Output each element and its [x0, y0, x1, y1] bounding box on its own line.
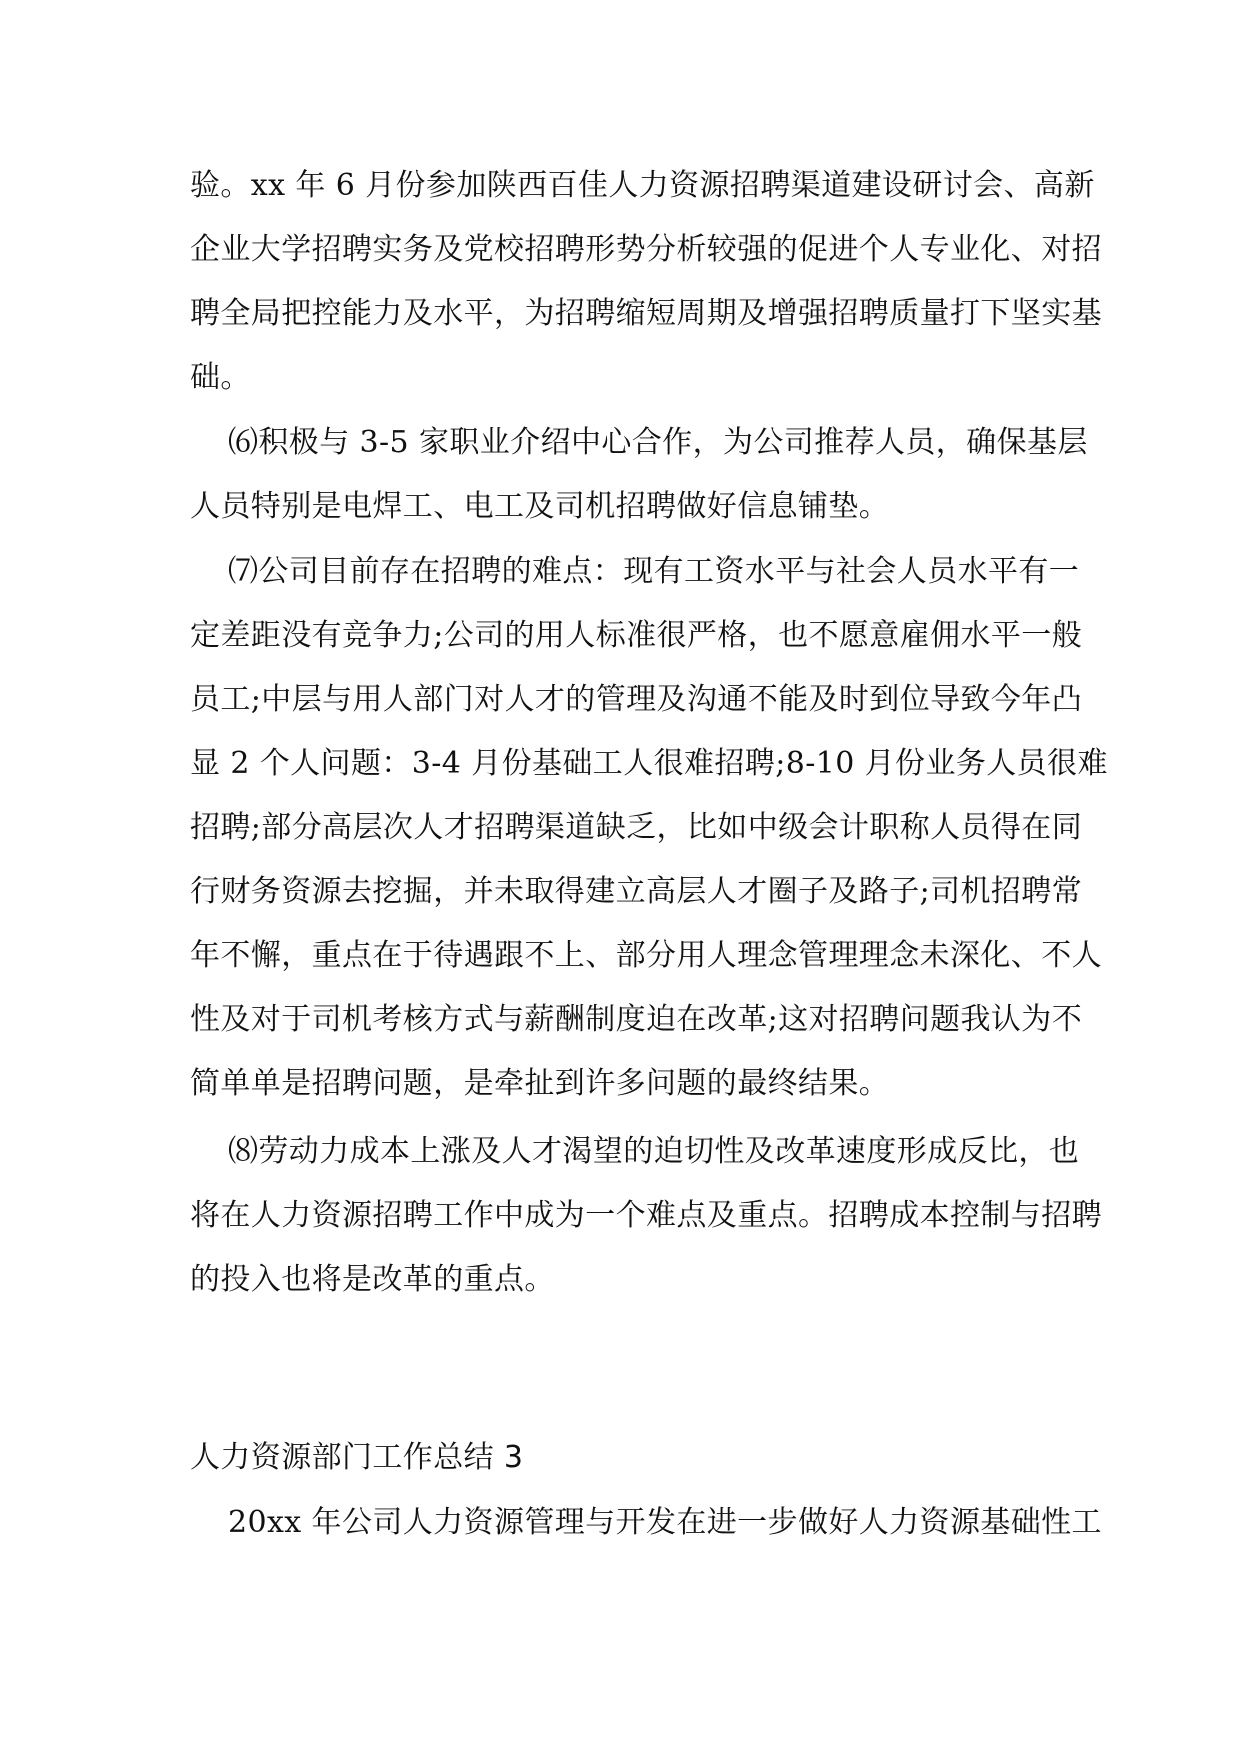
text-line: 聘全局把控能力及水平，为招聘缩短周期及增强招聘质量打下坚实基 — [190, 296, 1102, 331]
text-line: 定差距没有竞争力;公司的用人标准很严格，也不愿意雇佣水平一般 — [190, 618, 1083, 653]
text-line: 行财务资源去挖掘，并未取得建立高层人才圈子及路子;司机招聘常 — [190, 874, 1083, 909]
heading-text: 人力资源部门工作总结 3 — [190, 1440, 524, 1475]
text-line: ⑺公司目前存在招聘的难点：现有工资水平与社会人员水平有一 — [228, 554, 1080, 589]
text-line: 性及对于司机考核方式与薪酬制度迫在改革;这对招聘问题我认为不 — [190, 1002, 1083, 1037]
text-line: ⑻劳动力成本上涨及人才渴望的迫切性及改革速度形成反比，也 — [228, 1134, 1080, 1169]
text-line: 础。 — [190, 360, 251, 395]
section-opening-paragraph — [190, 1491, 1102, 1555]
text-line: 年不懈，重点在于待遇跟不上、部分用人理念管理理念未深化、不人 — [190, 938, 1102, 973]
section-heading — [190, 1426, 1070, 1490]
paragraph-item-7 — [190, 540, 1108, 1116]
text-line: 将在人力资源招聘工作中成为一个难点及重点。招聘成本控制与招聘 — [190, 1198, 1102, 1233]
text-line: 显 2 个人问题：3-4 月份基础工人很难招聘;8-10 月份业务人员很难 — [190, 746, 1108, 781]
text-line: 简单单是招聘问题，是牵扯到许多问题的最终结果。 — [190, 1066, 890, 1101]
paragraph-continuation — [190, 154, 1102, 410]
paragraph-item-8 — [190, 1120, 1102, 1312]
text-line: ⑹积极与 3-5 家职业介绍中心合作，为公司推荐人员，确保基层 — [228, 425, 1088, 460]
text-line: 招聘;部分高层次人才招聘渠道缺乏，比如中级会计职称人员得在同 — [190, 810, 1083, 845]
text-line: 20xx 年公司人力资源管理与开发在进一步做好人力资源基础性工 — [228, 1505, 1102, 1540]
text-line: 人员特别是电焊工、电工及司机招聘做好信息铺垫。 — [190, 489, 890, 524]
text-line: 验。xx 年 6 月份参加陕西百佳人力资源招聘渠道建设研讨会、高新 — [190, 168, 1095, 203]
paragraph-item-6 — [190, 411, 1088, 539]
text-line: 员工;中层与用人部门对人才的管理及沟通不能及时到位导致今年凸 — [190, 682, 1083, 717]
text-line: 企业大学招聘实务及党校招聘形势分析较强的促进个人专业化、对招 — [190, 232, 1102, 267]
text-line: 的投入也将是改革的重点。 — [190, 1262, 555, 1297]
